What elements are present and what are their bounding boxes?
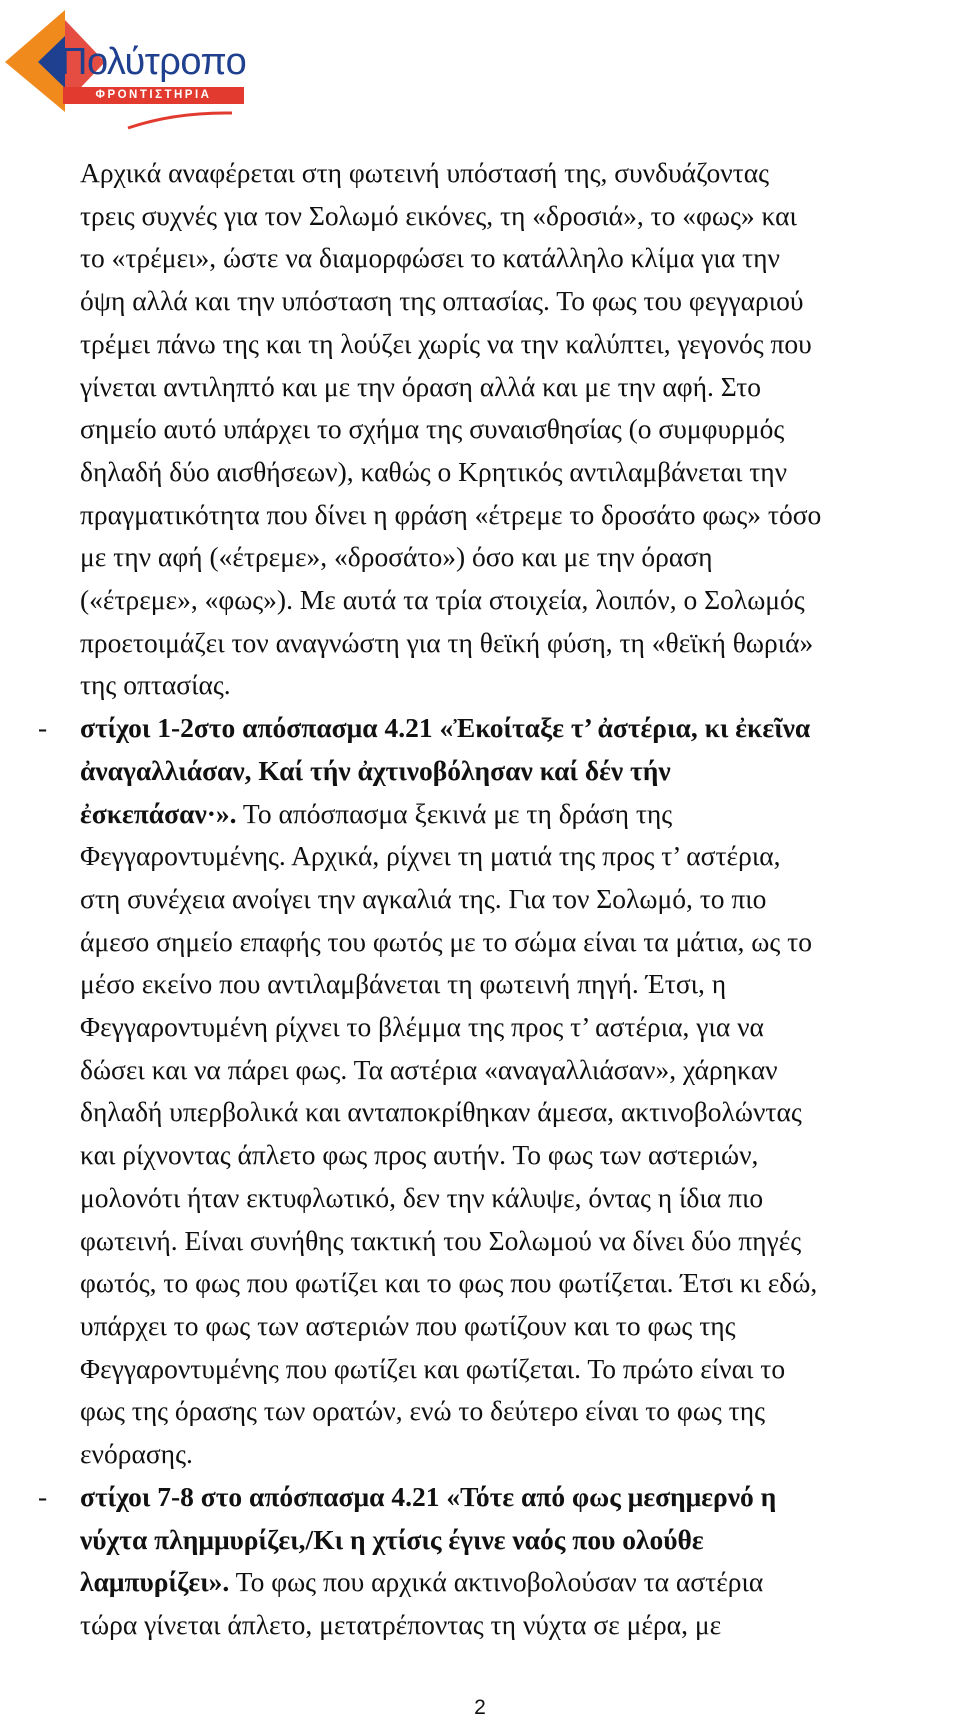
text-line: πραγματικότητα που δίνει η φράση «έτρεμε το δροσάτο φως» τόσο: [80, 498, 822, 530]
text-line: («έτρεμε», «φως»). Με αυτά τα τρία στοιχεία, λοιπόν, ο Σολωμός: [80, 584, 805, 616]
logo-subtitle: ΦΡΟΝΤΙΣΤΗΡΙΑ: [63, 87, 244, 104]
text-line: δηλαδή δύο αισθήσεων), καθώς ο Κρητικός αντιλαμβάνεται την: [80, 455, 788, 487]
text-line: όψη αλλά και την υπόσταση της οπτασίας. Το φως του φεγγαριού: [80, 285, 804, 317]
text-line: μέσο εκείνο που αντιλαμβάνεται τη φωτεινή πηγή. Έτσι, η: [80, 968, 727, 1000]
text-line: το «τρέμει», ώστε να διαμορφώσει το κατάλληλο κλίμα για την: [80, 242, 780, 274]
bullet-text-start: Το απόσπασμα ξεκινά με τη δράση της: [236, 797, 673, 829]
text-line: δηλαδή υπερβολικά και ανταποκρίθηκαν άμεσα, ακτινοβολώντας: [80, 1096, 802, 1128]
page-number: 2: [474, 1696, 486, 1719]
bullet-heading: στίχοι 7-8 στο απόσπασμα 4.21 «Τότε από φως μεσημερνό η: [80, 1480, 777, 1512]
text-line: ενόρασης.: [80, 1438, 193, 1470]
text-line: προετοιμάζει τον αναγνώστη για τη θεϊκή φύση, τη «θεϊκή θωριά»: [80, 626, 814, 658]
text-line: φωτός, το φως που φωτίζει και το φως που φωτίζεται. Έτσι κι εδώ,: [80, 1267, 818, 1299]
text-line: φως της όρασης των ορατών, ενώ το δεύτερο είναι το φως της: [80, 1395, 765, 1427]
text-line: Φεγγαροντυμένης. Αρχικά, ρίχνει τη ματιά της προς τ’ αστέρια,: [80, 840, 781, 872]
text-line: στη συνέχεια ανοίγει την αγκαλιά της. Για τον Σολωμό, το πιο: [80, 882, 767, 914]
text-line: υπάρχει το φως των αστεριών που φωτίζουν και το φως της: [80, 1309, 736, 1341]
bullet-heading: στίχοι 1-2στο απόσπασμα 4.21 «Ἐκοίταξε τ’ ἀστέρια, κι ἐκεῖνα: [80, 712, 811, 744]
bullet-heading-end: λαμπυρίζει».: [80, 1566, 230, 1598]
text-line: τώρα γίνεται άπλετο, μετατρέποντας τη νύχτα σε μέρα, με: [80, 1608, 722, 1640]
bullet-text-start: Το φως που αρχικά ακτινοβολούσαν τα αστέρια: [229, 1566, 764, 1598]
bullet-heading-continued: ἀναγαλλιάσαν, Καί τήν ἀχτινοβόλησαν καί δέν τήν: [80, 754, 671, 786]
bullet-item-verses-7-8: [38, 1476, 960, 1647]
text-line: γίνεται αντιληπτό και με την όραση αλλά και με την αφή. Στο: [80, 370, 762, 402]
document-body: [38, 152, 960, 1647]
text-line: φωτεινή. Είναι συνήθης τακτική του Σολωμού να δίνει δύο πηγές: [80, 1224, 802, 1256]
text-line: της οπτασίας.: [80, 669, 231, 701]
text-line: μολονότι ήταν εκτυφλωτικό, δεν την κάλυψε, όντας η ίδια πιο: [80, 1181, 764, 1213]
text-line: και ρίχνοντας άπλετο φως προς αυτήν. Το φως των αστεριών,: [80, 1139, 759, 1171]
text-line: Φεγγαροντυμένης που φωτίζει και φωτίζεται. Το πρώτο είναι το: [80, 1352, 786, 1384]
logo-name: Πολύτροπο: [60, 41, 247, 83]
text-line: με την αφή («έτρεμε», «δροσάτο») όσο και με την όραση: [80, 541, 713, 573]
bullet-first-line: [38, 1476, 960, 1519]
bullet-dash: -: [38, 1480, 48, 1512]
bullet-heading-end: ἐσκεπάσαν·».: [80, 797, 237, 829]
text-line: [80, 793, 960, 836]
text-line: τρέμει πάνω της και τη λούζει χωρίς να την καλύπτει, γεγονός που: [80, 327, 812, 359]
bullet-dash: -: [38, 712, 48, 744]
text-line: άμεσο σημείο επαφής του φωτός με το σώμα είναι τα μάτια, ως το: [80, 925, 812, 957]
logo: [0, 0, 260, 145]
text-line: δώσει και να πάρει φως. Τα αστέρια «αναγαλλιάσαν», χάρηκαν: [80, 1053, 778, 1085]
bullet-item-verses-1-2: [38, 707, 960, 1476]
bullet-heading-continued: νύχτα πλημμυρίζει,/Κι η χτίσις έγινε ναός που ολούθε: [80, 1523, 704, 1555]
text-line: [80, 1561, 960, 1604]
text-line: Φεγγαροντυμένη ρίχνει το βλέμμα της προς τ’ αστέρια, για να: [80, 1011, 764, 1043]
text-line: τρεις συχνές για τον Σολωμό εικόνες, τη «δροσιά», το «φως» και: [80, 199, 797, 231]
bullet-first-line: [38, 707, 960, 750]
text-line: σημείο αυτό υπάρχει το σχήμα της συναισθησίας (ο συμφυρμός: [80, 413, 785, 445]
paragraph-intro: [80, 152, 960, 707]
text-line: Αρχικά αναφέρεται στη φωτεινή υπόστασή της, συνδυάζοντας: [80, 157, 769, 188]
